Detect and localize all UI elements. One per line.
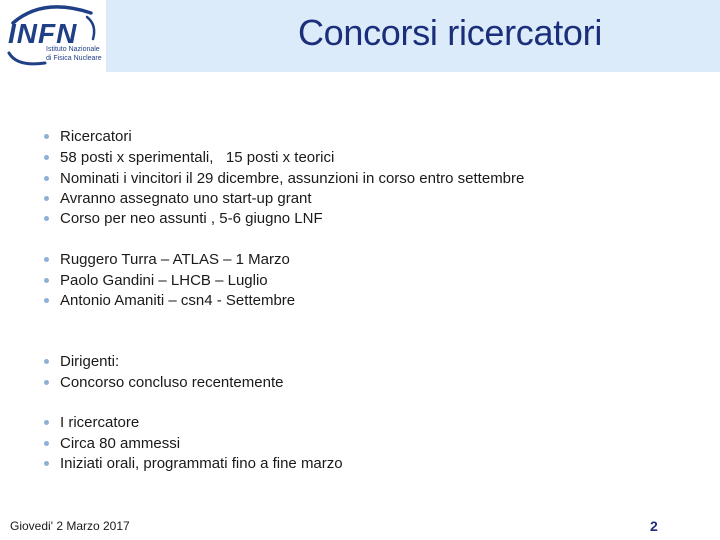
bullet-dot-icon [44,420,49,425]
list-item: Circa 80 ammessi [42,433,180,453]
slide-title: Concorsi ricercatori [297,12,603,53]
bullet-dot-icon [44,359,49,364]
list-item: Antonio Amaniti – csn4 - Settembre [42,290,295,310]
page-number: 2 [650,518,658,534]
list-item: Nominati i vincitori il 29 dicembre, assunzioni in corso entro settembre [42,168,524,188]
list-item: Concorso concluso recentemente [42,372,283,392]
slide-header [0,0,720,72]
list-item: Dirigenti: [42,351,119,371]
footer-date: Giovedi' 2 Marzo 2017 [10,519,130,533]
bullet-dot-icon [44,441,49,446]
bullet-dot-icon [44,196,49,201]
bullet-dot-icon [44,216,49,221]
logo-subtitle-line2: di Fisica Nucleare [46,55,102,62]
list-item: Ruggero Turra – ATLAS – 1 Marzo [42,249,290,269]
bullet-dot-icon [44,298,49,303]
logo-subtitle-line1: Istituto Nazionale [46,46,100,53]
infn-logo [0,0,106,72]
list-item: 58 posti x sperimentali, 15 posti x teorici [42,147,334,167]
bullet-dot-icon [44,134,49,139]
list-item: I ricercatore [42,412,139,432]
list-item: Corso per neo assunti , 5-6 giugno LNF [42,208,323,228]
list-item: Iniziati orali, programmati fino a fine marzo [42,453,343,473]
bullet-dot-icon [44,155,49,160]
bullet-dot-icon [44,257,49,262]
bullet-dot-icon [44,278,49,283]
list-item: Ricercatori [42,126,132,146]
bullet-dot-icon [44,176,49,181]
bullet-dot-icon [44,461,49,466]
list-item: Avranno assegnato uno start-up grant [42,188,312,208]
list-item: Paolo Gandini – LHCB – Luglio [42,270,268,290]
bullet-dot-icon [44,380,49,385]
logo-wordmark: INFN [8,18,78,49]
